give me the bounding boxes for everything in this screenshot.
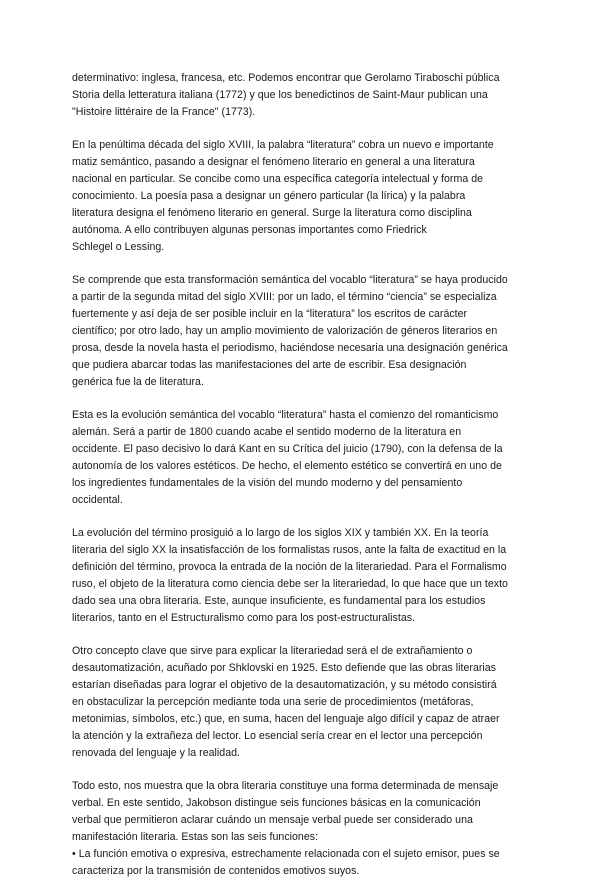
text-line: conocimiento. La poesía pasa a designar un género particular (la lírica) y la palabra [72,190,466,202]
text-line: prosa, desde la novela hasta el periodismo, haciéndose necesaria una designación genérica [72,342,508,354]
text-line: nacional en particular. Se concibe como una específica categoría intelectual y forma de [72,173,484,185]
text-line: "Histoire littéraire de la France" (1773). [72,106,256,118]
text-line: verbal. En este sentido, Jakobson distingue seis funciones básicas en la comunicación [72,797,481,809]
text-line: occidente. El paso decisivo lo dará Kant en su Crítica del juicio (1790), con la defensa de la [72,443,503,455]
text-line: fuertemente y así deja de ser posible incluir en la “literatura” los escritos de carácter [72,308,468,320]
text-line: Otro concepto clave que sirve para explicar la literariedad será el de extrañamiento o [72,645,473,657]
text-line: metonimias, símbolos, etc.) que, en suma, hacen del lenguaje algo difícil y capaz de atraer [72,713,500,725]
text-line: literatura designa el fenómeno literario en general. Surge la literatura como disciplina [72,207,472,219]
text-line: Storia della letteratura italiana (1772) y que los benedictinos de Saint-Maur publican una [72,89,488,101]
text-line: autónoma. A ello contribuyen algunas personas importantes como Friedrick [72,224,427,236]
text-line: desautomatización, acuñado por Shklovski en 1925. Esto defiende que las obras literarias [72,662,497,674]
document-body [72,70,528,896]
text-line: determinativo: inglesa, francesa, etc. Podemos encontrar que Gerolamo Tiraboschi pública [72,72,500,84]
text-line: occidental. [72,494,123,506]
text-line: En la penúltima década del siglo XVIII, la palabra “literatura” cobra un nuevo e importante [72,139,494,151]
text-line: a partir de la segunda mitad del siglo XVIII: por un lado, el término “ciencia” se especializa [72,291,497,303]
paragraph-6 [72,643,528,762]
text-line: científico; por otro lado, hay un amplio movimiento de valorización de géneros literarios en [72,325,498,337]
text-line: ruso, el objeto de la literatura como ciencia debe ser la literariedad, lo que hace que un texto [72,578,508,590]
text-line: genérica fue la de literatura. [72,376,204,388]
text-line: que pudiera abarcar todas las manifestaciones del arte de escribir. Esa designación [72,359,467,371]
text-line: Esta es la evolución semántica del vocablo “literatura” hasta el comienzo del romanticismo [72,409,499,421]
text-line: Todo esto, nos muestra que la obra literaria constituye una forma determinada de mensaje [72,780,499,792]
text-line: literaria del siglo XX la insatisfacción de los formalistas rusos, ante la falta de exactitud en la [72,544,507,556]
text-line: literarios, tanto en el Estructuralismo como para los post-estructuralistas. [72,612,416,624]
text-line: verbal que permitieron aclarar cuándo un mensaje verbal puede ser considerado una [72,814,473,826]
text-line: matiz semántico, pasando a designar el fenómeno literario en general a una literatura [72,156,475,168]
text-line: definición del término, provoca la entrada de la noción de la literariedad. Para el Formalismo [72,561,507,573]
text-line: en obstaculizar la percepción mediante toda una serie de procedimientos (metáforas, [72,696,474,708]
bullet-line: • La función emotiva o expresiva, estrechamente relacionada con el sujeto emisor, pues se [72,848,500,860]
paragraph-3 [72,272,528,391]
text-line: dado sea una obra literaria. Este, aunque insuficiente, es fundamental para los estudios [72,595,486,607]
text-line: Schlegel o Lessing. [72,241,165,253]
text-line: caracteriza por la transmisión de contenidos emotivos suyos. [72,865,360,877]
paragraph-4 [72,407,528,509]
paragraph-5 [72,525,528,627]
text-line: renovada del lenguaje y la realidad. [72,747,240,759]
text-line: manifestación literaria. Estas son las seis funciones: [72,831,319,843]
text-line: alemán. Será a partir de 1800 cuando acabe el sentido moderno de la literatura en [72,426,462,438]
text-line: estarían diseñadas para lograr el objetivo de la desautomatización, y su método consistirá [72,679,497,691]
text-line: La evolución del término prosiguió a lo largo de los siglos XIX y también XX. En la teoría [72,527,489,539]
paragraph-2 [72,137,528,256]
text-line: Se comprende que esta transformación semántica del vocablo “literatura” se haya producido [72,274,508,286]
text-line: la atención y la extrañeza del lector. Lo esencial sería crear en el lector una percepción [72,730,483,742]
text-line: los ingredientes fundamentales de la visión del mundo moderno y del pensamiento [72,477,463,489]
text-line: autonomía de los valores estéticos. De hecho, el elemento estético se convertirá en uno de [72,460,502,472]
paragraph-1 [72,70,528,121]
paragraph-7 [72,778,528,880]
